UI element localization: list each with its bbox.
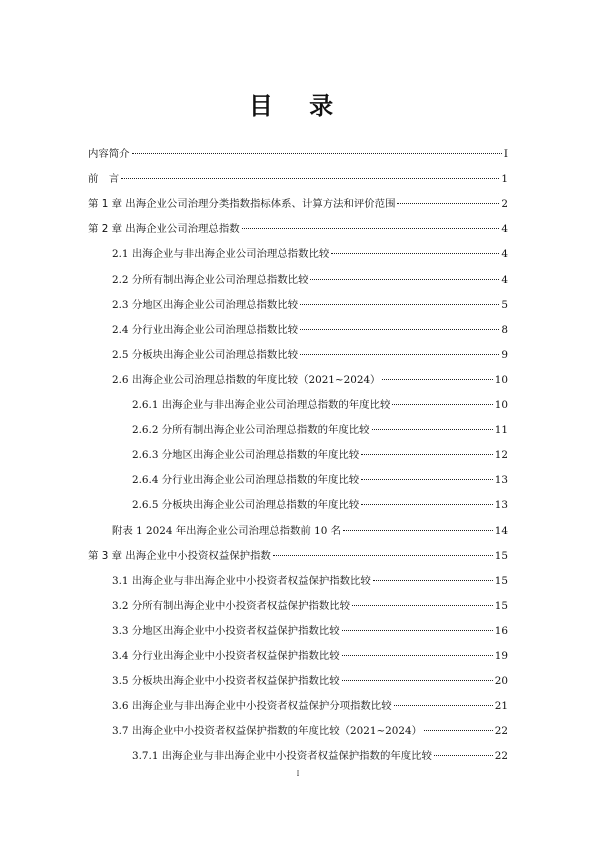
toc-entry[interactable] — [112, 273, 508, 287]
toc-dot-leader — [361, 479, 493, 480]
toc-entry-label: 3.4 分行业出海企业中小投资者权益保护指数比较 — [112, 650, 340, 662]
toc-dot-leader — [342, 655, 493, 656]
toc-entry-label: 2.6.1 出海企业与非出海企业公司治理总指数的年度比较 — [132, 399, 391, 411]
toc-entry[interactable] — [88, 197, 508, 211]
toc-entry-label: 第 2 章 出海企业公司治理总指数 — [88, 223, 240, 236]
toc-entry-label: 2.6.5 分板块出海企业公司治理总指数的年度比较 — [132, 499, 360, 512]
toc-entry[interactable] — [112, 524, 508, 538]
toc-dot-leader — [343, 530, 493, 531]
toc-dot-leader — [310, 279, 499, 280]
toc-entry-page-number: 8 — [501, 323, 508, 336]
toc-dot-leader — [434, 755, 493, 756]
toc-entry-page-number: 15 — [494, 549, 508, 562]
toc-entry-label: 内容简介 — [88, 148, 130, 160]
toc-entry-page-number: 20 — [494, 675, 508, 688]
toc-entry-label: 前 言 — [88, 173, 120, 186]
toc-dot-leader — [242, 228, 500, 229]
toc-dot-leader — [397, 203, 499, 204]
toc-entry-label: 附表 1 2024 年出海企业公司治理总指数前 10 名 — [112, 524, 342, 537]
toc-entry[interactable] — [132, 398, 508, 412]
toc-entry[interactable] — [112, 699, 508, 713]
toc-entry-page-number: I — [503, 148, 508, 160]
toc-dot-leader — [361, 454, 493, 455]
page-number: I — [296, 770, 300, 778]
toc-entry-page-number: 12 — [494, 449, 508, 462]
toc-entry-label: 2.2 分所有制出海企业公司治理总指数比较 — [112, 273, 309, 286]
toc-entry-label: 第 3 章 出海企业中小投资权益保护指数 — [88, 549, 271, 562]
toc-entry-label: 2.1 出海企业与非出海企业公司治理总指数比较 — [112, 248, 330, 261]
toc-dot-leader — [300, 354, 499, 355]
toc-entry[interactable] — [112, 724, 508, 738]
toc-entry[interactable] — [88, 222, 508, 236]
toc-dot-leader — [273, 555, 493, 556]
toc-entry-label: 3.6 出海企业与非出海企业中小投资者权益保护分项指数比较 — [112, 700, 392, 713]
toc-entry[interactable] — [132, 473, 508, 487]
toc-entry-label: 2.6.2 分所有制出海企业公司治理总指数的年度比较 — [132, 424, 370, 437]
toc-dot-leader — [300, 304, 499, 305]
toc-entry[interactable] — [112, 323, 508, 337]
toc-entry-label: 3.1 出海企业与非出海企业中小投资者权益保护指数比较 — [112, 574, 371, 587]
toc-dot-leader — [382, 379, 492, 380]
toc-entry[interactable] — [88, 549, 508, 563]
toc-entry-page-number: 4 — [501, 273, 508, 286]
toc-entry-label: 2.6.4 分行业出海企业公司治理总指数的年度比较 — [132, 474, 360, 487]
toc-dot-leader — [394, 705, 493, 706]
toc-entry[interactable] — [132, 749, 508, 763]
toc-dot-leader — [372, 429, 493, 430]
toc-entry-label: 第 1 章 出海企业公司治理分类指数指标体系、计算方法和评价范围 — [88, 198, 396, 211]
toc-entry-label: 2.4 分行业出海企业公司治理总指数比较 — [112, 323, 299, 336]
toc-entry[interactable] — [88, 147, 508, 161]
toc-entry-page-number: 15 — [494, 574, 508, 587]
toc-entry-label: 2.6.3 分地区出海企业公司治理总指数的年度比较 — [132, 449, 360, 462]
toc-entry-label: 2.5 分板块出海企业公司治理总指数比较 — [112, 348, 299, 361]
toc-entry[interactable] — [132, 423, 508, 437]
toc-entry[interactable] — [112, 298, 508, 312]
toc-dot-leader — [361, 504, 493, 505]
toc-entry-page-number: 9 — [501, 348, 508, 361]
toc-entry[interactable] — [112, 373, 508, 387]
toc-dot-leader — [352, 605, 493, 606]
toc-entry[interactable] — [112, 674, 508, 688]
toc-entry-page-number: 21 — [494, 700, 508, 713]
toc-entry-page-number: 4 — [501, 223, 508, 236]
toc-entry[interactable] — [132, 448, 508, 462]
toc-entry-page-number: 11 — [494, 424, 508, 437]
toc-entry-label: 3.5 分板块出海企业中小投资者权益保护指数比较 — [112, 675, 340, 688]
page-title: 目 录 — [248, 92, 348, 120]
toc-entry[interactable] — [112, 624, 508, 638]
toc-dot-leader — [342, 680, 493, 681]
toc-entry[interactable] — [112, 599, 508, 613]
toc-entry-page-number: 15 — [494, 599, 508, 612]
toc-entry[interactable] — [88, 172, 508, 186]
toc-entry-label: 2.3 分地区出海企业公司治理总指数比较 — [112, 298, 299, 311]
toc-entry-page-number: 1 — [501, 173, 508, 186]
toc-dot-leader — [132, 153, 502, 154]
toc-entry-page-number: 10 — [494, 373, 508, 386]
toc-dot-leader — [373, 580, 493, 581]
toc-entry[interactable] — [132, 498, 508, 512]
toc-entry[interactable] — [112, 649, 508, 663]
toc-entry-page-number: 5 — [501, 298, 508, 311]
toc-entry[interactable] — [112, 574, 508, 588]
toc-dot-leader — [424, 730, 493, 731]
toc-entry-page-number: 19 — [494, 650, 508, 662]
toc-entry-page-number: 13 — [494, 474, 508, 487]
toc-entry-label: 3.7 出海企业中小投资者权益保护指数的年度比较（2021~2024） — [112, 725, 423, 738]
toc-dot-leader — [331, 253, 499, 254]
toc-entry[interactable] — [112, 348, 508, 362]
toc-entry-page-number: 22 — [494, 750, 508, 763]
toc-entry[interactable] — [112, 247, 508, 261]
toc-dot-leader — [392, 404, 492, 405]
toc-entry-label: 3.7.1 出海企业与非出海企业中小投资者权益保护指数的年度比较 — [132, 750, 432, 763]
toc-entry-page-number: 2 — [501, 198, 508, 211]
toc-entry-page-number: 22 — [494, 725, 508, 738]
toc-dot-leader — [121, 178, 499, 179]
toc-entry-page-number: 14 — [494, 524, 508, 537]
toc-dot-leader — [342, 630, 493, 631]
toc-entry-label: 3.2 分所有制出海企业中小投资者权益保护指数比较 — [112, 599, 351, 612]
toc-entry-label: 3.3 分地区出海企业中小投资者权益保护指数比较 — [112, 624, 340, 637]
toc-entry-page-number: 13 — [494, 499, 508, 512]
toc-entry-page-number: 10 — [494, 399, 508, 411]
toc-entry-page-number: 16 — [494, 624, 508, 637]
toc-entry-label: 2.6 出海企业公司治理总指数的年度比较（2021~2024） — [112, 373, 381, 386]
toc-dot-leader — [300, 329, 499, 330]
toc-entry-page-number: 4 — [501, 248, 508, 261]
